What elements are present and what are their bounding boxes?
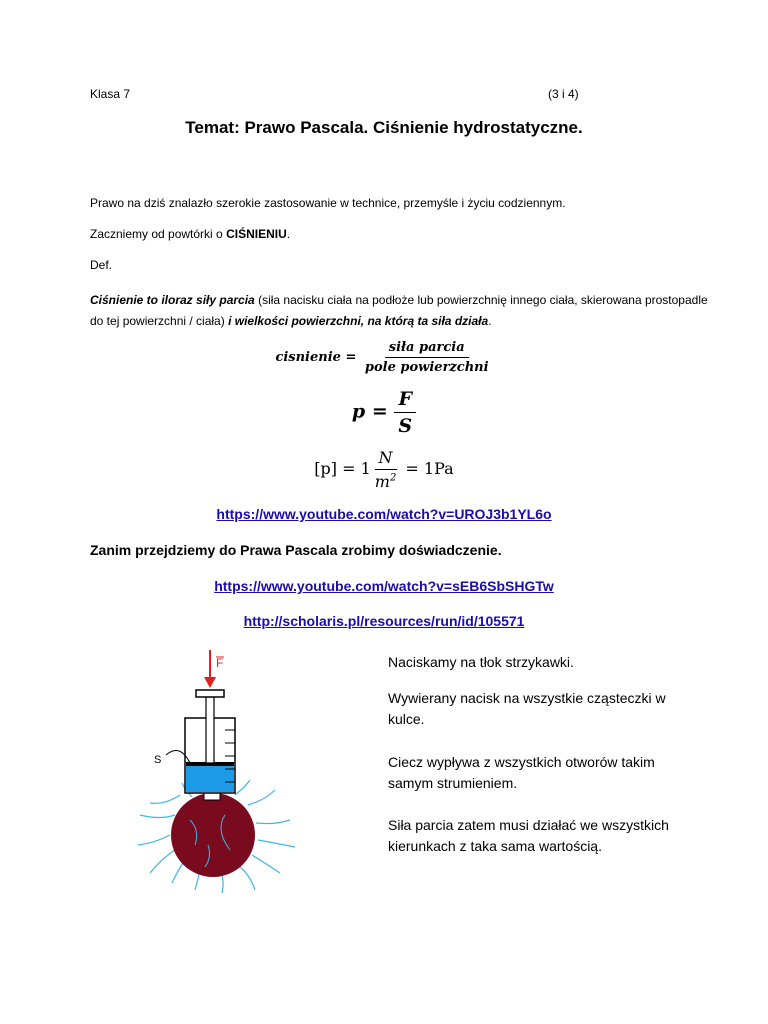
word-formula-numerator: siła parcia — [385, 340, 469, 358]
definition-part2: (siła nacisku ciała na podłoże lub powierzchnię innego ciała, skierowana prostopadle do tej powierzchni / ciała) — [90, 293, 708, 328]
unit-formula-den-base: m — [374, 472, 390, 491]
review-paragraph — [90, 227, 290, 241]
unit-formula-rhs: = 1Pa — [405, 459, 454, 478]
video1-link[interactable]: https://www.youtube.com/watch?v=UROJ3b1YL6o — [216, 506, 552, 522]
symbol-formula — [0, 388, 768, 437]
video2-link-row — [0, 578, 768, 596]
page-title: Temat: Prawo Pascala. Ciśnienie hydrostatyczne. — [185, 118, 583, 137]
word-formula-lhs: cisnienie — [275, 350, 341, 365]
observation-4: Siła parcia zatem musi działać we wszystkich kierunkach z taka sama wartością. — [388, 817, 669, 854]
class-label: Klasa 7 — [90, 87, 131, 101]
definition-part3: i wielkości powierzchni, na którą ta siła działa — [228, 314, 489, 328]
unit-formula-lhs: [p] = 1 — [314, 459, 371, 478]
video2-link[interactable]: https://www.youtube.com/watch?v=sEB6SbSHGTw — [214, 578, 554, 594]
symbol-formula-numerator: F — [394, 388, 416, 413]
unit-formula-fraction — [371, 448, 401, 491]
unit-formula-numerator: N — [375, 448, 397, 470]
ball — [171, 793, 255, 877]
word-formula — [0, 340, 768, 375]
word-formula-denominator: pole powierzchni — [364, 360, 489, 375]
plunger-thumb-pad — [196, 690, 224, 697]
scholaris-link[interactable]: http://scholaris.pl/resources/run/id/105571 — [243, 613, 525, 629]
symbol-formula-denominator: S — [398, 415, 413, 437]
force-arrow — [204, 650, 216, 688]
definition-end: . — [488, 314, 492, 328]
definition-part1: Ciśnienie to iloraz siły parcia — [90, 293, 255, 307]
plunger-rod — [206, 697, 214, 763]
lesson-numbers: (3 i 4) — [548, 87, 579, 101]
word-formula-fraction — [361, 340, 493, 375]
observation-3: Ciecz wypływa z wszystkich otworów takim samym strumieniem. — [388, 754, 655, 791]
video1-link-row — [0, 506, 768, 524]
review-bold: CIŚNIENIU — [226, 227, 287, 241]
def-label: Def. — [90, 258, 113, 272]
symbol-formula-lhs: p — [351, 400, 366, 423]
word-formula-equals: = — [345, 350, 357, 365]
experiment-heading: Zanim przejdziemy do Prawa Pascala zrobimy doświadczenie. — [90, 542, 502, 558]
syringe-diagram — [130, 645, 330, 895]
intro-paragraph: Prawo na dziś znalazło szerokie zastosowanie w technice, przemyśle i życiu codziennym. — [90, 196, 566, 210]
area-label: S — [154, 754, 162, 766]
observation-1: Naciskamy na tłok strzykawki. — [388, 654, 574, 670]
unit-formula-denominator — [371, 470, 401, 491]
review-prefix: Zaczniemy od powtórki o — [90, 227, 227, 241]
definition-paragraph — [90, 290, 710, 332]
symbol-formula-fraction — [394, 388, 416, 437]
observation-2: Wywierany nacisk na wszystkie cząsteczki w kulce. — [388, 690, 666, 727]
scholaris-link-row — [0, 613, 768, 631]
force-label: F — [216, 656, 224, 670]
unit-formula — [0, 448, 768, 491]
symbol-formula-equals: = — [371, 400, 388, 423]
unit-formula-exponent: 2 — [389, 472, 397, 484]
review-suffix: . — [286, 227, 291, 241]
